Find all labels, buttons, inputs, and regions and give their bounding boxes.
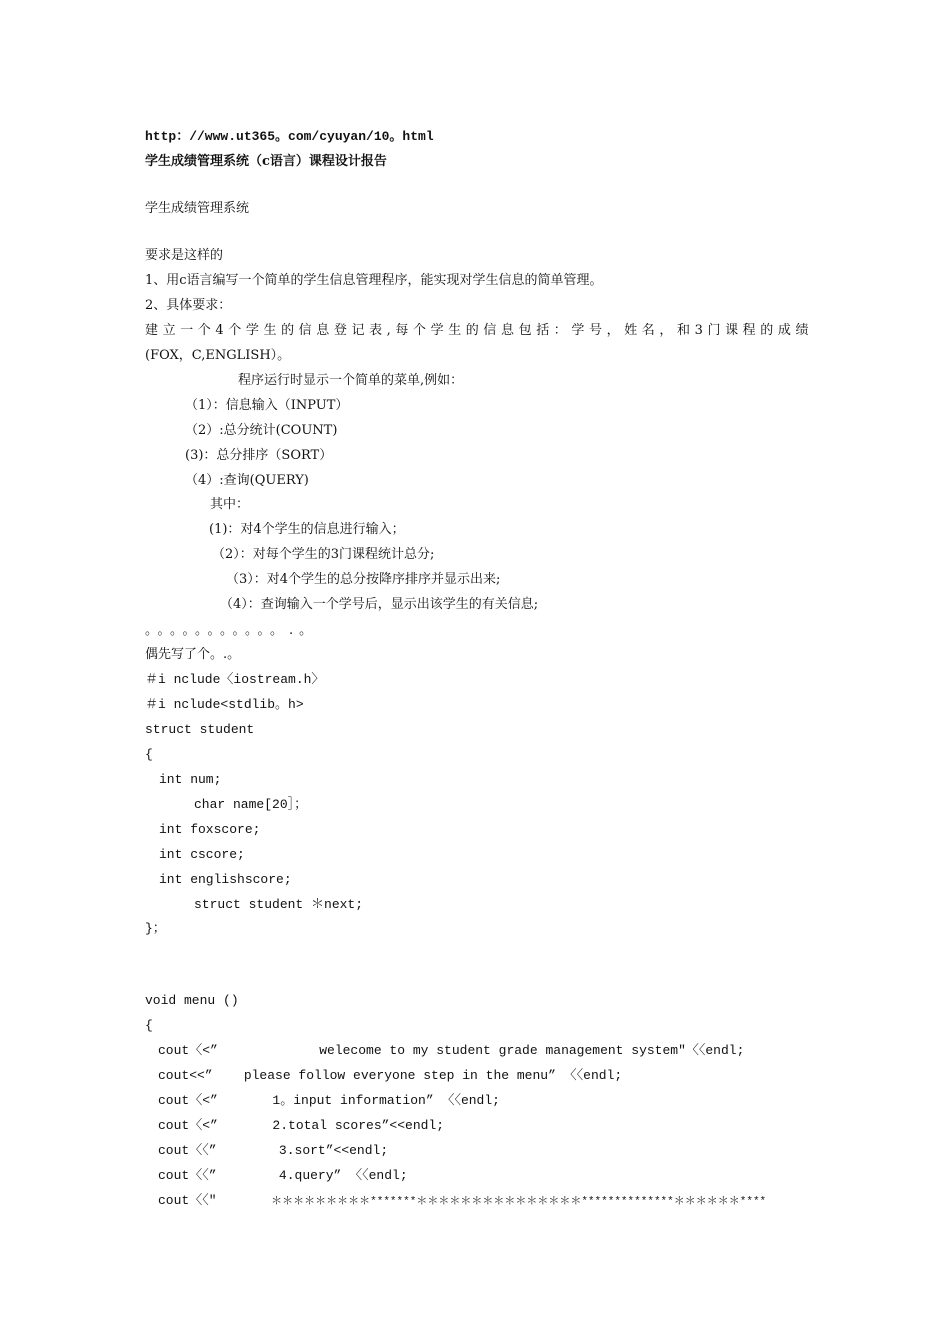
code-menu-open: { <box>145 1018 153 1033</box>
menu-item-sort: (3)：总分排序（SORT） <box>185 448 333 463</box>
code-open-brace: { <box>145 747 153 762</box>
code-field-englishscore: int englishscore; <box>159 872 292 887</box>
where-label: 其中： <box>210 497 250 512</box>
code-cout-follow: cout<<” please follow everyone step in the menu” 〈〈endl; <box>158 1068 623 1083</box>
requirement-item-1: 1、用c语言编写一个简单的学生信息管理程序，能实现对学生信息的简单管理。 <box>145 273 603 288</box>
requirement-item-2: 2、具体要求： <box>145 298 232 313</box>
code-cout-input: cout〈<” 1。input information” 〈〈endl; <box>158 1093 500 1108</box>
code-struct-decl: struct student <box>145 722 255 737</box>
code-cout-stars <box>158 1192 766 1211</box>
code-cout-stars-line: ＊＊＊＊＊＊＊＊＊*******＊＊＊＊＊＊＊＊＊＊＊＊＊＊＊**************＊＊＊＊＊＊**** <box>271 1196 767 1208</box>
explanation-1: (1)：对4个学生的信息进行输入； <box>209 522 405 537</box>
code-cout-sort: cout〈〈” 3.sort”<<endl; <box>158 1143 389 1158</box>
code-field-foxscore: int foxscore; <box>159 822 261 837</box>
menu-item-input: （1）：信息输入（INPUT） <box>185 398 349 413</box>
code-cout-query: cout〈〈” 4.query” 〈〈endl; <box>158 1168 408 1183</box>
code-field-next: struct student ＊next; <box>194 897 364 912</box>
code-menu-decl: void menu () <box>145 993 239 1008</box>
source-url: http：//www.ut365。com/cyuyan/10。html <box>145 129 434 144</box>
explanation-3: （3）：对4个学生的总分按降序排序并显示出来; <box>226 572 501 587</box>
code-field-name: char name[20］； <box>194 797 308 812</box>
code-include-stdlib: ＃i nclude<stdlib。h> <box>145 697 304 712</box>
explanation-2: （2）：对每个学生的3门课程统计总分; <box>212 547 435 562</box>
code-close-struct: }； <box>145 921 166 936</box>
explanation-4: （4）：查询输入一个学号后，显示出该学生的有关信息; <box>220 597 539 612</box>
code-cout-stars-prefix: cout〈〈″ <box>158 1193 272 1208</box>
report-title: 学生成绩管理系统（c语言）课程设计报告 <box>145 154 387 169</box>
menu-item-query: （4）:查询(QUERY) <box>185 473 309 488</box>
requirements-intro: 要求是这样的 <box>145 248 224 263</box>
code-field-cscore: int cscore; <box>159 847 245 862</box>
menu-intro: 程序运行时显示一个简单的菜单,例如： <box>238 373 464 388</box>
dots-separator: 。。。。。。。。。。。.。 <box>145 623 319 638</box>
code-cout-welcome: cout〈<” welecome to my student grade management system″〈〈endl; <box>158 1043 745 1058</box>
requirement-detail-line-1: 建立一个4个学生的信息登记表,每个学生的信息包括：学号，姓名，和3门课程的成绩 <box>145 323 814 338</box>
code-include-iostream: ＃i nclude〈iostream.h〉 <box>145 672 325 687</box>
menu-item-count: （2）:总分统计(COUNT) <box>185 423 338 438</box>
section-title: 学生成绩管理系统 <box>145 201 250 216</box>
author-note: 偶先写了个。.。 <box>145 647 241 662</box>
code-field-num: int num; <box>159 772 222 787</box>
code-cout-total: cout〈<” 2.total scores”<<endl; <box>158 1118 445 1133</box>
requirement-detail-line-2: (FOX，C,ENGLISH）。 <box>145 348 291 363</box>
